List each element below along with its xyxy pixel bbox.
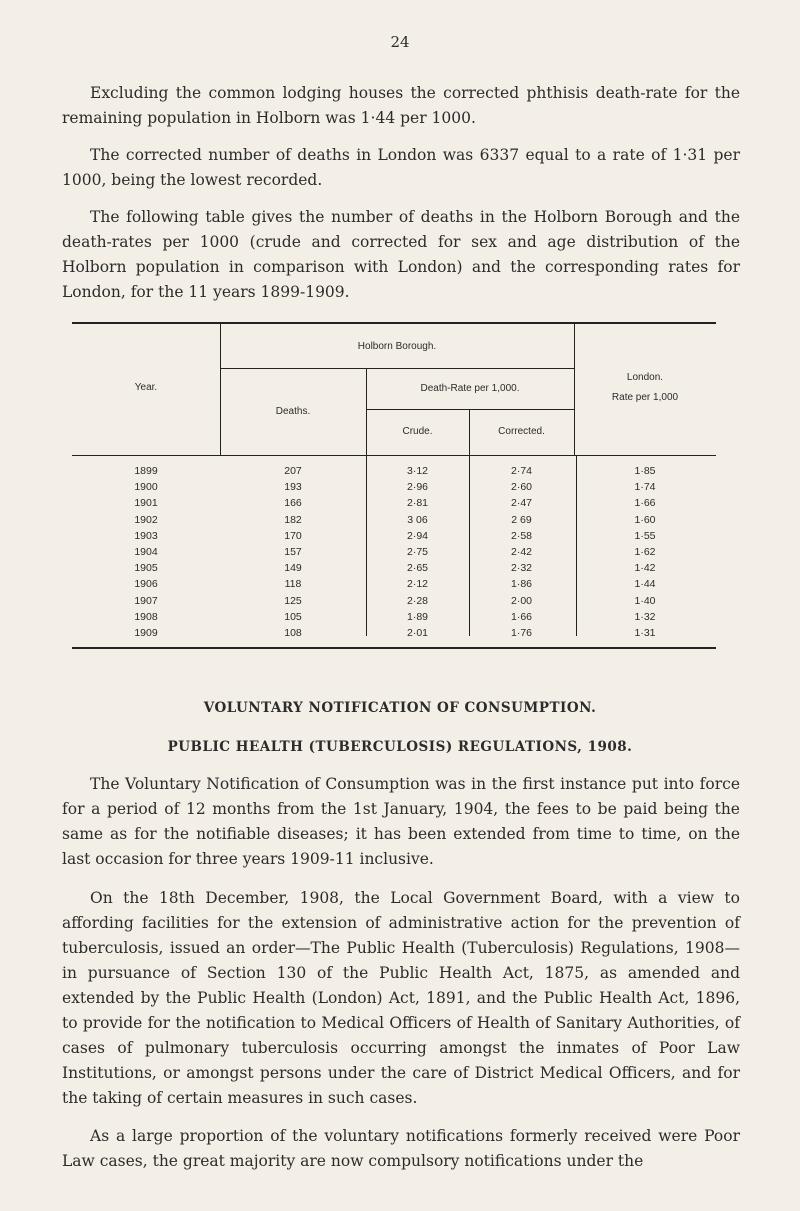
cell-year: 1907 <box>134 594 158 607</box>
cell-deaths: 125 <box>284 594 302 607</box>
cell-crude: 1·89 <box>406 610 428 623</box>
cell-year: 1901 <box>134 497 158 510</box>
cell-crude: 2·81 <box>406 497 428 510</box>
paragraph-poor-law-cases: As a large proportion of the voluntary notifications formerly received were Poor Law cases, the great majority are now compulsory notifications under the <box>62 1127 740 1170</box>
paragraph-lgb-order: On the 18th December, 1908, the Local Government Board, with a view to affording facilities for the extension of administrative action for the prevention of tuberculosis, issued an order—The Public Health (Tuberculosis) Regulations, 1908—in pursuance of Section 130 of the Public Health Act, 1875, as amended and extended by the Public Health (London) Act, 1891, and the Public Health Act, 1896, to provide for the notification to Medical Officers of Health of Sanitary Authorities, of cases of pulmonary tuberculosis occurring amongst the inmates of Poor Law Institutions, or amongst persons under the care of District Medical Officers, and for the taking of certain measures in such cases. <box>62 889 740 1107</box>
cell-deaths: 149 <box>284 562 302 575</box>
cell-corrected: 2 69 <box>511 513 532 526</box>
table-vline-deaths <box>366 368 367 456</box>
cell-year: 1906 <box>134 578 158 591</box>
cell-deaths: 207 <box>284 465 302 477</box>
cell-year: 1909 <box>134 627 158 639</box>
cell-london: 1·66 <box>634 497 656 510</box>
heading-regulations: PUBLIC HEALTH (TUBERCULOSIS) REGULATIONS, 1908. <box>167 739 633 755</box>
cell-deaths: 166 <box>284 497 302 510</box>
cell-london: 1·31 <box>634 627 656 639</box>
cell-corrected: 2·58 <box>510 529 532 542</box>
cell-crude: 2·94 <box>406 529 428 542</box>
header-year: Year. <box>134 382 158 393</box>
cell-corrected: 2·42 <box>510 546 532 558</box>
cell-corrected: 2·32 <box>510 562 532 575</box>
cell-corrected: 1·86 <box>510 578 532 591</box>
table-bottom-rule <box>72 647 716 649</box>
table-hline-deathrate <box>366 409 574 410</box>
paragraph-table-intro: The following table gives the number of deaths in the Holborn Borough and the death-rates per 1000 (crude and corrected for sex and age distribution of the Holborn population in comparison with London) and the corresponding rates for London, for the 11 years 1899-1909. <box>62 208 740 301</box>
cell-deaths: 105 <box>284 610 302 623</box>
header-london-rate: Rate per 1,000 <box>611 392 679 403</box>
cell-deaths: 108 <box>284 627 302 639</box>
cell-crude: 2·01 <box>406 627 428 639</box>
cell-crude: 3 06 <box>407 513 428 526</box>
table-top-rule <box>72 322 716 324</box>
cell-deaths: 170 <box>284 529 302 542</box>
cell-london: 1·40 <box>634 594 656 607</box>
cell-year: 1905 <box>134 562 158 575</box>
cell-london: 1·85 <box>634 465 656 477</box>
cell-deaths: 118 <box>284 578 302 591</box>
table-header-rule <box>72 455 716 456</box>
cell-corrected: 2·60 <box>510 481 532 494</box>
header-deaths: Deaths. <box>275 406 311 417</box>
cell-london: 1·62 <box>634 546 656 558</box>
cell-london: 1·44 <box>634 578 656 591</box>
cell-crude: 3·12 <box>406 465 428 477</box>
cell-year: 1900 <box>134 481 158 494</box>
paragraph-phthisis-rate: Excluding the common lodging houses the corrected phthisis death-rate for the remaining population in Holborn was 1·44 per 1000. <box>62 84 740 127</box>
cell-year: 1902 <box>134 513 158 526</box>
cell-london: 1·42 <box>634 562 656 575</box>
cell-london: 1·32 <box>634 610 656 623</box>
death-rate-table <box>72 322 716 652</box>
cell-crude: 2·28 <box>406 594 428 607</box>
heading-voluntary-notification: VOLUNTARY NOTIFICATION OF CONSUMPTION. <box>203 700 597 716</box>
header-crude: Crude. <box>402 426 433 437</box>
page-number: 24 <box>390 33 410 51</box>
cell-deaths: 182 <box>284 513 302 526</box>
table-vline-london <box>574 322 575 456</box>
cell-year: 1908 <box>134 610 158 623</box>
cell-deaths: 193 <box>284 481 302 494</box>
cell-year: 1903 <box>134 529 158 542</box>
cell-crude: 2·12 <box>406 578 428 591</box>
cell-year: 1904 <box>134 546 158 558</box>
cell-year: 1899 <box>134 465 158 477</box>
cell-corrected: 2·00 <box>510 594 532 607</box>
header-holborn: Holborn Borough. <box>357 341 437 352</box>
paragraph-london-deaths: The corrected number of deaths in London was 6337 equal to a rate of 1·31 per 1000, being the lowest recorded. <box>62 146 740 189</box>
cell-london: 1·55 <box>634 529 656 542</box>
cell-corrected: 2·47 <box>510 497 532 510</box>
table-hline-holborn <box>220 368 574 369</box>
cell-crude: 2·96 <box>406 481 428 494</box>
cell-corrected: 2·74 <box>510 465 532 477</box>
cell-corrected: 1·76 <box>510 627 532 639</box>
paragraph-voluntary-notification: The Voluntary Notification of Consumption was in the first instance put into force for a period of 12 months from the 1st January, 1904, the fees to be paid being the same as for the notifiable diseases; it has been extended from time to time, on the last occasion for three years 1909-11 inclusive. <box>62 775 740 868</box>
header-london: London. <box>626 372 664 383</box>
cell-corrected: 1·66 <box>510 610 532 623</box>
cell-london: 1·60 <box>634 513 656 526</box>
header-corrected: Corrected. <box>498 426 545 437</box>
cell-crude: 2·75 <box>406 546 428 558</box>
cell-crude: 2·65 <box>406 562 428 575</box>
header-death-rate: Death-Rate per 1,000. <box>420 383 520 394</box>
cell-london: 1·74 <box>634 481 656 494</box>
cell-deaths: 157 <box>284 546 302 558</box>
